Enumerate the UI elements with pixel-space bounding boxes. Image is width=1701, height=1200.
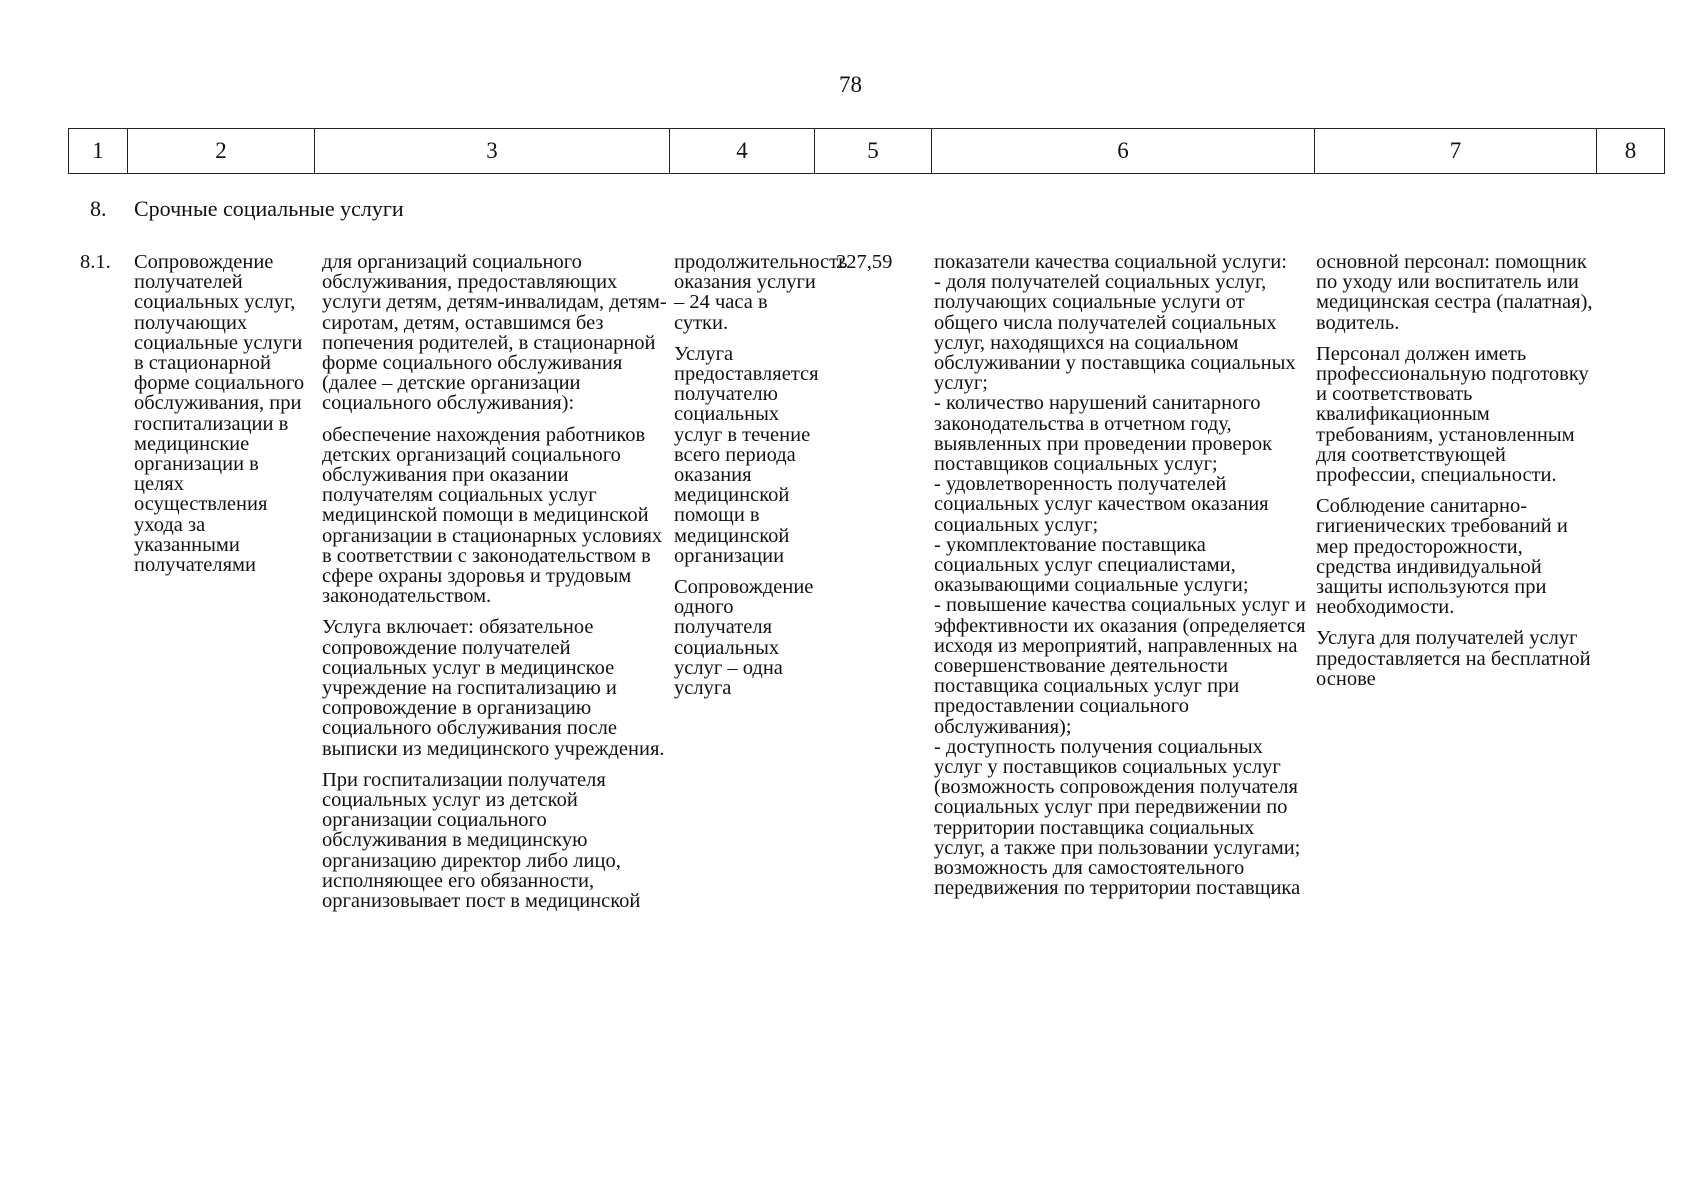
- section-title: Срочные социальные услуги: [134, 196, 404, 221]
- column-header-cell: 8: [1597, 129, 1665, 174]
- quality-indicators: [934, 252, 1308, 910]
- page-number: 78: [839, 72, 862, 97]
- service-name: [134, 252, 312, 586]
- column-header-cell: 2: [128, 129, 315, 174]
- quality-text: показатели качества социальной услуги: - доля получателей социальных услуг, получающих социальные услуги от общего числа получателей социальных услуг, находящихся на социальном обслуживании у поставщика социальных услуг; - количество нарушений санитарного законодательства в отчетном году, выявленных при проведении проверок поставщиков социальных услуг; - удовлетворенность получателей социальных услуг качеством оказания социальных услуг; - укомплектование поставщика социальных услуг специалистами, оказывающими социальные услуги; - повышение качества социальных услуг и эффективности их оказания (определяется исходя из мероприятий, направленных на совершенствование деятельности поставщика социальных услуг при предоставлении социального обслуживания); - доступность получения социальных услуг у поставщиков социальных услуг (возможность сопровождения получателя социальных услуг при передвижении по территории поставщика социальных услуг, а также при пользовании услугами; возможность для самостоятельного передвижения по территории поставщика: [934, 251, 1306, 900]
- service-name-text: Сопровождение получателей социальных услуг, получающих социальные услуги в стационарной форме социального обслуживания, при госпитализации в медицинские организации в целях осуществления ухода за указанными получателями: [134, 251, 305, 577]
- standard-paragraph: При госпитализации получателя социальных услуг из детской организации социального обслуживания в медицинскую организацию директор либо лицо, исполняющее его обязанности, организовывает пост в медицинской: [322, 768, 641, 913]
- conditions-paragraph: Услуга для получателей услуг предоставляется на бесплатной основе: [1316, 627, 1591, 690]
- service-conditions: [1316, 252, 1600, 700]
- term-paragraph: Услуга предоставляется получателю социальных услуг в течение всего периода оказания медицинской помощи в медицинской организации: [674, 342, 819, 567]
- column-header-cell: 5: [815, 129, 932, 174]
- conditions-paragraph: Персонал должен иметь профессиональную подготовку и соответствовать квалификационным требованиям, установленным для соответствующей профессии, специальности.: [1316, 342, 1589, 487]
- term-paragraph: Сопровождение одного получателя социальных услуг – одна услуга: [674, 576, 814, 700]
- standard-paragraph: Услуга включает: обязательное сопровождение получателей социальных услуг в медицинское учреждение на госпитализацию и сопровождение в организацию социального обслуживания после выписки из медицинского учреждения.: [322, 616, 665, 760]
- service-term: [674, 251, 848, 709]
- column-header-cell: 6: [932, 129, 1315, 174]
- column-header-cell: 4: [670, 129, 815, 174]
- term-paragraph: продолжительность оказания услуги – 24 часа в сутки.: [674, 251, 848, 334]
- column-number-header: [68, 128, 1665, 174]
- conditions-paragraph: Соблюдение санитарно-гигиенических требований и мер предосторожности, средства индивидуальной защиты используются при необходимости.: [1316, 495, 1568, 619]
- standard-paragraph: для организаций социального обслуживания, предоставляющих услуги детям, детям-инвалидам, детям-сиротам, детям, оставшимся без попечения родителей, в стационарной форме социального обслуживания (далее – детские организации социального обслуживания):: [322, 251, 667, 415]
- column-header-cell: 3: [315, 129, 670, 174]
- standard-paragraph: обеспечение нахождения работников детских организаций социального обслуживания при оказании получателям социальных услуг медицинской помощи в медицинской организации в стационарных условиях в соответствии с законодательством в сфере охраны здоровья и трудовым законодательством.: [322, 423, 663, 608]
- column-header-cell: 7: [1315, 129, 1597, 174]
- section-heading: [90, 196, 404, 222]
- column-header-cell: 1: [69, 129, 128, 174]
- service-standard: [322, 252, 668, 922]
- row-number: 8.1.: [80, 251, 111, 273]
- section-number: 8.: [90, 196, 107, 221]
- conditions-paragraph: основной персонал: помощник по уходу или воспитатель или медицинская сестра (палатная), водитель.: [1316, 251, 1593, 334]
- service-price: 227,59: [836, 251, 893, 273]
